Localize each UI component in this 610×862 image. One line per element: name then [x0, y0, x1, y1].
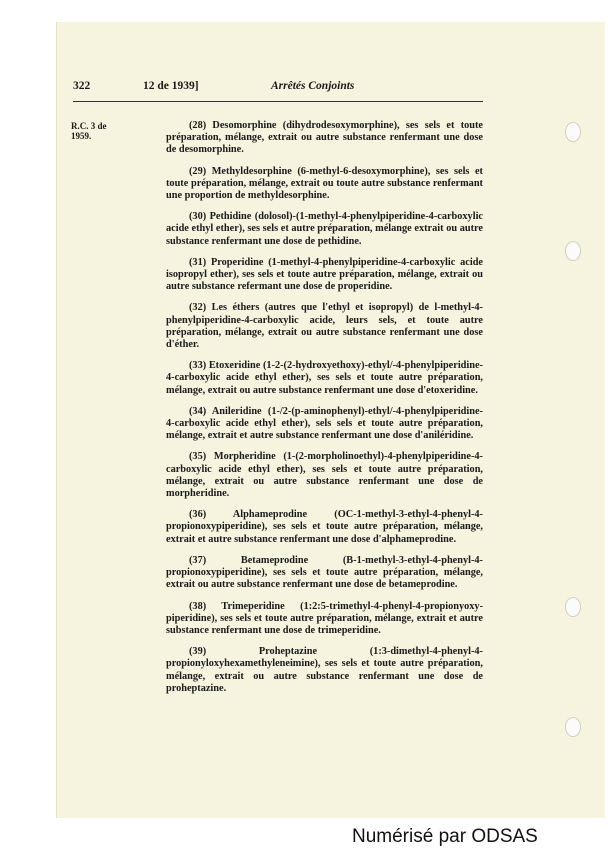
- paragraph-34: (34) Anileridine (1-/2-(p-aminophenyl)-ethyl/-4-phenylpiperidine-4-carboxylic acide ethyl ether), sels sels et toute autre préparation, mélange, extrait et autre substance renfermant une dose d'aniléridine.: [166, 405, 483, 442]
- header-rule: [73, 101, 483, 102]
- margin-note: [71, 121, 141, 141]
- paragraph-33: (33) Etoxeridine (1-2-(2-hydroxyethoxy)-ethyl/-4-phenylpiperidine-4-carboxylic acide ethyl ether), ses sels et toute autre préparation, mélange, extrait ou autre substance renfermant une dose d'etoxeridine.: [166, 360, 483, 396]
- paragraph-28: (28) Desomorphine (dihydrodesoxymorphine), ses sels et toute préparation, mélange, extrait ou autre substance renfermant une dose de desomorphine.: [166, 120, 483, 156]
- digitization-credit: Numérisé par ODSAS: [352, 826, 538, 847]
- paragraph-30: (30) Pethidine (dolosol)-(1-methyl-4-phenylpiperidine-4-carboxylic acide ethyl ether), ses sels et autre préparation, mélange extrait ou autre substance renfermant une dose de pethidine.: [166, 211, 483, 247]
- margin-note-line: R.C. 3 de: [71, 121, 107, 131]
- paragraph-36: (36) Alphameprodine (OC-1-methyl-3-ethyl-4-phenyl-4-propionoxypiperidine), ses sels et toute autre préparation, mélange, extrait et autre substance renfermant une dose d'alphameprodine.: [166, 509, 483, 545]
- date-reference: 12 de 1939]: [143, 80, 199, 92]
- binder-hole: [565, 597, 581, 617]
- page-header: [73, 80, 483, 98]
- paragraph-35: (35) Morpheridine (1-(2-morpholinoethyl)-4-phenylpiperidine-4-carboxylic acide ethyl ether), ses sels et toute autre préparation, mélange, extrait ou autre substance renfermant une dose de morpheridine.: [166, 451, 483, 500]
- running-title: Arrêtés Conjoints: [271, 80, 355, 92]
- paragraph-37: (37) Betameprodine (B-1-methyl-3-ethyl-4-phenyl-4-propionoxypiperidine), ses sels et toute autre préparation, mélange, extrait ou autre substance renfermant une dose de betameprodine.: [166, 554, 483, 591]
- paragraph-39: (39) Proheptazine (1:3-dimethyl-4-phenyl-4-propionyloxyhexamethyleneimine), ses sels et toute autre préparation, mélange, extrait ou autre substance renfermant une dose de proheptazine.: [166, 646, 483, 694]
- margin-note-line: 1959.: [71, 131, 92, 141]
- paragraph-32: (32) Les éthers (autres que l'ethyl et isopropyl) de l-methyl-4-phenylpiperidine-4-carboxylic acide, leurs sels, et toute autre préparation, mélange, extrait ou autre substance renfermant une dose d'éther.: [166, 302, 483, 351]
- body-text: [166, 120, 483, 704]
- paragraph-31: (31) Properidine (1-methyl-4-phenylpiperidine-4-carboxylic acide isopropyl ether), ses sels et toute autre préparation, mélange, extrait ou autre substance refermant une dose de properidine.: [166, 256, 483, 293]
- page-number: 322: [73, 80, 91, 92]
- binder-hole: [565, 717, 581, 737]
- paragraph-29: (29) Methyldesorphine (6-methyl-6-desoxymorphine), ses sels et toute préparation, mélange, extrait ou toute autre substance renfermant une proportion de methyldesorphine.: [166, 165, 483, 202]
- binder-hole: [565, 241, 581, 261]
- binder-hole: [565, 122, 581, 142]
- paragraph-38: (38) Trimeperidine (1:2:5-trimethyl-4-phenyl-4-propionyoxy-piperidine), ses sels et toute autre préparation, mélange, extrait et autre substance renfermant une dose de trimeperidine.: [166, 600, 483, 636]
